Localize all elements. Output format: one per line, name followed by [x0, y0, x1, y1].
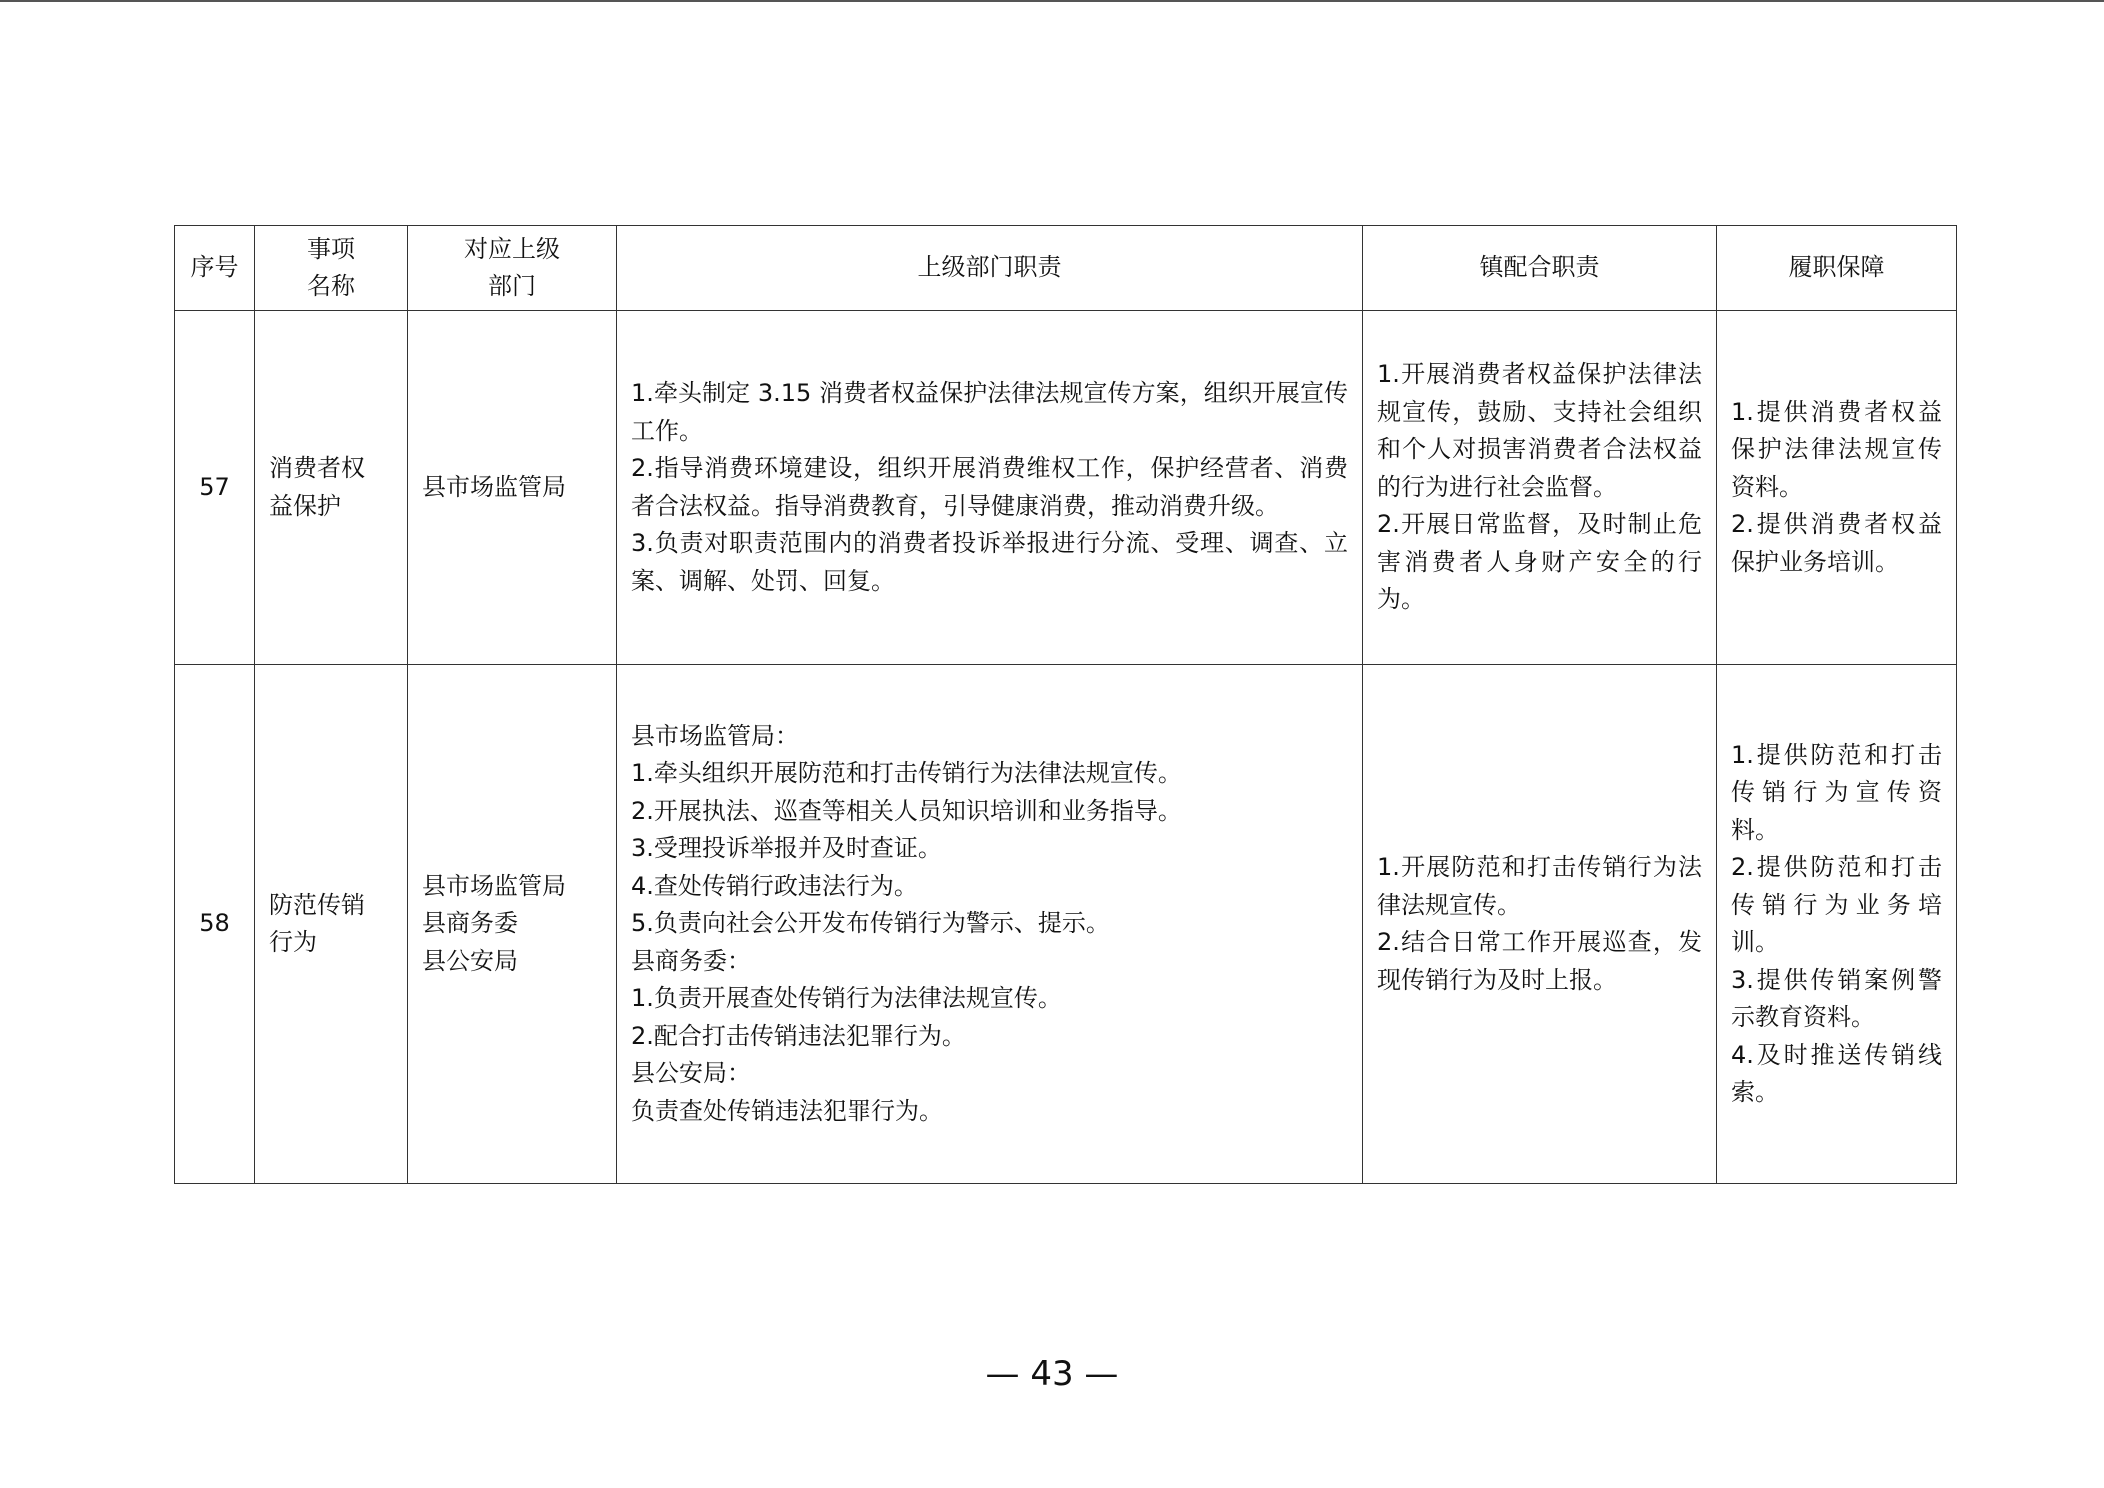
row-dept	[408, 311, 617, 665]
header-superior-duty	[617, 226, 1363, 311]
row-item-name-line: 行为	[269, 928, 317, 956]
row-dept-line: 县商务委	[422, 909, 518, 938]
row-guarantee	[1717, 311, 1957, 665]
duty-item: 县市场监管局：	[631, 721, 799, 750]
row-item-name-line: 防范传销	[269, 890, 365, 919]
duty-item: 2.配合打击传销违法犯罪行为。	[631, 1021, 966, 1050]
guarantee-item: 2.提供防范和打击传销行为业务培训。	[1731, 853, 1942, 956]
row-seq-value: 57	[199, 472, 230, 501]
duty-item: 3.受理投诉举报并及时查证。	[631, 834, 942, 863]
header-seq-label: 序号	[190, 253, 239, 282]
row-guarantee	[1717, 665, 1957, 1184]
guarantee-item: 1.提供消费者权益保护法律法规宣传资料。	[1731, 397, 1942, 501]
duty-item: 县公安局：	[631, 1059, 751, 1088]
duty-item: 5.负责向社会公开发布传销行为警示、提示。	[631, 909, 1110, 938]
duty-item: 2.开展执法、巡查等相关人员知识培训和业务指导。	[631, 796, 1182, 825]
guarantee-item: 1.提供防范和打击传销行为宣传资料。	[1731, 740, 1942, 844]
duty-item: 3.负责对职责范围内的消费者投诉举报进行分流、受理、调查、立案、调解、处罚、回复。	[631, 529, 1348, 595]
town-duty-item: 2.开展日常监督，及时制止危害消费者人身财产安全的行为。	[1377, 510, 1702, 614]
header-seq	[175, 226, 255, 311]
row-superior-duty	[617, 665, 1363, 1184]
header-guarantee-label: 履职保障	[1788, 253, 1885, 282]
header-item-name-line1: 事项	[307, 234, 355, 263]
header-dept-line1: 对应上级	[464, 234, 560, 263]
header-guarantee	[1717, 226, 1957, 311]
town-duty-item: 1.开展防范和打击传销行为法律法规宣传。	[1377, 853, 1702, 919]
duty-item: 1.负责开展查处传销行为法律法规宣传。	[631, 984, 1062, 1013]
guarantee-item: 2.提供消费者权益保护业务培训。	[1731, 510, 1942, 576]
header-dept-line2: 部门	[488, 272, 536, 300]
table-header-row	[175, 226, 1957, 311]
row-dept-line: 县公安局	[422, 946, 518, 975]
row-dept	[408, 665, 617, 1184]
duty-table	[174, 225, 1957, 1184]
header-item-name-line2: 名称	[307, 272, 355, 300]
row-item-name-line: 消费者权	[269, 454, 365, 482]
row-dept-line: 县市场监管局	[422, 472, 566, 501]
row-dept-line: 县市场监管局	[422, 871, 566, 900]
header-town-duty-label: 镇配合职责	[1479, 253, 1600, 282]
row-seq	[175, 665, 255, 1184]
guarantee-item: 3.提供传销案例警示教育资料。	[1731, 965, 1942, 1031]
row-town-duty	[1363, 665, 1717, 1184]
duty-item: 1.牵头组织开展防范和打击传销行为法律法规宣传。	[631, 759, 1182, 788]
row-item-name-line: 益保护	[269, 491, 341, 520]
duty-item: 负责查处传销违法犯罪行为。	[631, 1096, 943, 1125]
row-item-name	[255, 311, 408, 665]
duty-item: 2.指导消费环境建设，组织开展消费维权工作，保护经营者、消费者合法权益。指导消费教育，引导健康消费，推动消费升级。	[631, 454, 1348, 520]
row-superior-duty	[617, 311, 1363, 665]
guarantee-item: 4.及时推送传销线索。	[1731, 1040, 1942, 1106]
table-row	[175, 665, 1957, 1184]
row-seq-value: 58	[199, 909, 230, 938]
duty-item: 1.牵头制定 3.15 消费者权益保护法律法规宣传方案，组织开展宣传工作。	[631, 379, 1348, 445]
duty-item: 4.查处传销行政违法行为。	[631, 871, 918, 900]
town-duty-item: 1.开展消费者权益保护法律法规宣传，鼓励、支持社会组织和个人对损害消费者合法权益的行为进行社会监督。	[1377, 360, 1702, 501]
page-number: — 43 —	[985, 1354, 1119, 1394]
row-town-duty	[1363, 311, 1717, 665]
header-dept	[408, 226, 617, 311]
duty-item: 县商务委：	[631, 946, 751, 975]
header-town-duty	[1363, 226, 1717, 311]
town-duty-item: 2.结合日常工作开展巡查，发现传销行为及时上报。	[1377, 928, 1702, 994]
top-border-line	[0, 0, 2104, 2]
row-item-name	[255, 665, 408, 1184]
row-seq	[175, 311, 255, 665]
table-row	[175, 311, 1957, 665]
header-superior-duty-label: 上级部门职责	[917, 253, 1062, 282]
header-item-name	[255, 226, 408, 311]
